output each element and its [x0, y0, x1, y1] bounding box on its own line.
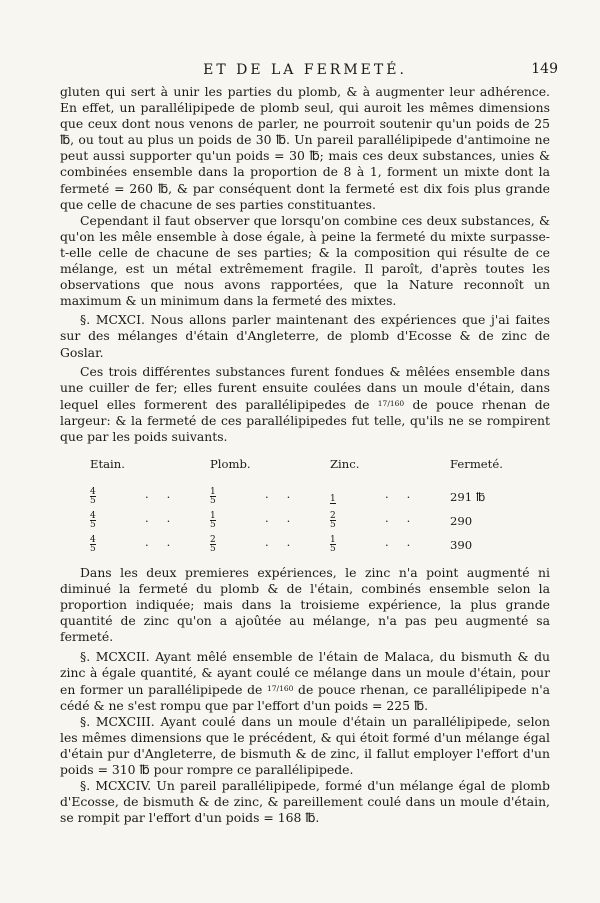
plomb-fraction: $\frac{1}{5}$ [210, 487, 216, 507]
plomb-fraction: $\frac{2}{5}$ [210, 535, 216, 555]
width-fraction: 17/160 [267, 683, 294, 693]
table-row [90, 485, 520, 509]
leader-dots: ·· [145, 538, 189, 553]
paragraph-6-end: de pouce rhenan, ce parallélipipede n'a cédé & ne s'est rompu que par l'effort d'un poids = 225 ℔. [60, 681, 550, 713]
table-header-row [90, 457, 520, 485]
leader-dots: ·· [385, 538, 429, 553]
paragraph-section-mcxciii: §. MCXCIII. Ayant coulé dans un moule d'étain un parallélipipede, selon les mêmes dimensions que le précédent, & qui étoit formé d'un mélange égal d'étain pur d'Angleterre, de bismuth & de zinc, il fallut employer l'effort d'un poids = 310 ℔ pour rompre ce parallélipipede. [60, 713, 550, 778]
results-table [90, 457, 520, 557]
paragraph-section-mcxcii [60, 649, 550, 714]
header-zinc: Zinc. [330, 457, 360, 472]
leader-dots: ·· [265, 538, 309, 553]
fermete-value: 291 ℔ [450, 490, 486, 505]
paragraph-4-start: Ces trois différentes substances furent fondues & mêlées ensemble dans une cuiller de fer; elles furent ensuite coulées dans un moule d'étain, dans lequel elles formerent des parallélipipedes de [60, 363, 550, 412]
width-fraction: 17/160 [377, 398, 405, 408]
zinc-fraction: $\frac{1}{5}$ [330, 535, 336, 555]
leader-dots: ·· [145, 490, 189, 505]
fermete-value: 390 [450, 538, 473, 553]
leader-dots: ·· [265, 490, 309, 505]
running-title: ET DE LA FERMETÉ. [203, 62, 407, 78]
leader-dots: ·· [385, 514, 429, 529]
page-number: 149 [531, 61, 558, 77]
paragraph-5: Dans les deux premieres expériences, le zinc n'a point augmenté ni diminué la fermeté du plomb & de l'étain, combinés ensemble selon la proportion indiquée; mais dans la troisieme expérience, la plus grande quantité de zinc qu'on a ajoûtée au mélange, n'a pas peu augmenté sa fermeté. [60, 565, 550, 645]
etain-fraction: $\frac{4}{5}$ [90, 511, 96, 531]
leader-dots: ·· [265, 514, 309, 529]
table-row [90, 509, 520, 533]
fermete-value: 290 [450, 514, 473, 529]
zinc-fraction: $\frac{2}{5}$ [330, 511, 336, 531]
header-plomb: Plomb. [210, 457, 251, 472]
paragraph-section-mcxciv: §. MCXCIV. Un pareil parallélipipede, formé d'un mélange égal de plomb d'Ecosse, de bismuth & de zinc, & pareillement coulé dans un moule d'étain, se rompit par l'effort d'un poids = 168 ℔. [60, 778, 550, 826]
paragraph-2: Cependant il faut observer que lorsqu'on combine ces deux substances, & qu'on les mêle ensemble à dose égale, à peine la fermeté du mixte surpasse-t-elle celle de chacune de ses parties; & la composition qui résulte de ce mélange, est un métal extrêmement fragile. Il paroît, d'après toutes les observations que nous avons rapportées, que la Nature reconnoît un maximum & un minimum dans la fermeté des mixtes. [60, 212, 550, 309]
header-fermete: Fermeté. [450, 457, 503, 472]
paragraph-4 [60, 364, 550, 445]
paragraph-6-start: §. MCXCII. Ayant mêlé ensemble de l'étain de Malaca, du bismuth & du zinc à égale quantité, & ayant coulé ce mélange dans un moule d'étain, pour en former un parallélipipede de [60, 648, 550, 697]
zinc-fraction: 1 [330, 494, 336, 505]
plomb-fraction: $\frac{1}{5}$ [210, 511, 216, 531]
paragraph-section-mcxci: §. MCXCI. Nous allons parler maintenant des expériences que j'ai faites sur des mélanges d'étain d'Angleterre, de plomb d'Ecosse & de zinc de Goslar. [60, 312, 550, 360]
leader-dots: ·· [145, 514, 189, 529]
leader-dots: ·· [385, 490, 429, 505]
etain-fraction: $\frac{4}{5}$ [90, 535, 96, 555]
table-row [90, 533, 520, 557]
paragraph-4-end: de pouce rhenan de largeur: & la fermeté de ces parallélipipedes fut telle, qu'ils ne se rompirent que par les poids suivants. [60, 396, 550, 444]
page-header [60, 61, 558, 84]
book-page [60, 61, 558, 827]
header-etain: Etain. [90, 457, 125, 472]
etain-fraction: $\frac{4}{5}$ [90, 487, 96, 507]
paragraph-1: gluten qui sert à unir les parties du plomb, & à augmenter leur adhérence. En effet, un parallélipipede de plomb seul, qui auroit les mêmes dimensions que ceux dont nous venons de parler, ne pourroit soutenir qu'un poids de 25 ℔, ou tout au plus un poids de 30 ℔. Un pareil parallélipipede d'antimoine ne peut aussi supporter qu'un poids = 30 ℔; mais ces deux substances, unies & combinées ensemble dans la proportion de 8 à 1, forment un mixte dont la fermeté = 260 ℔, & par conséquent dont la fermeté est dix fois plus grande que celle de chacune de ses parties constituantes. [60, 84, 550, 212]
